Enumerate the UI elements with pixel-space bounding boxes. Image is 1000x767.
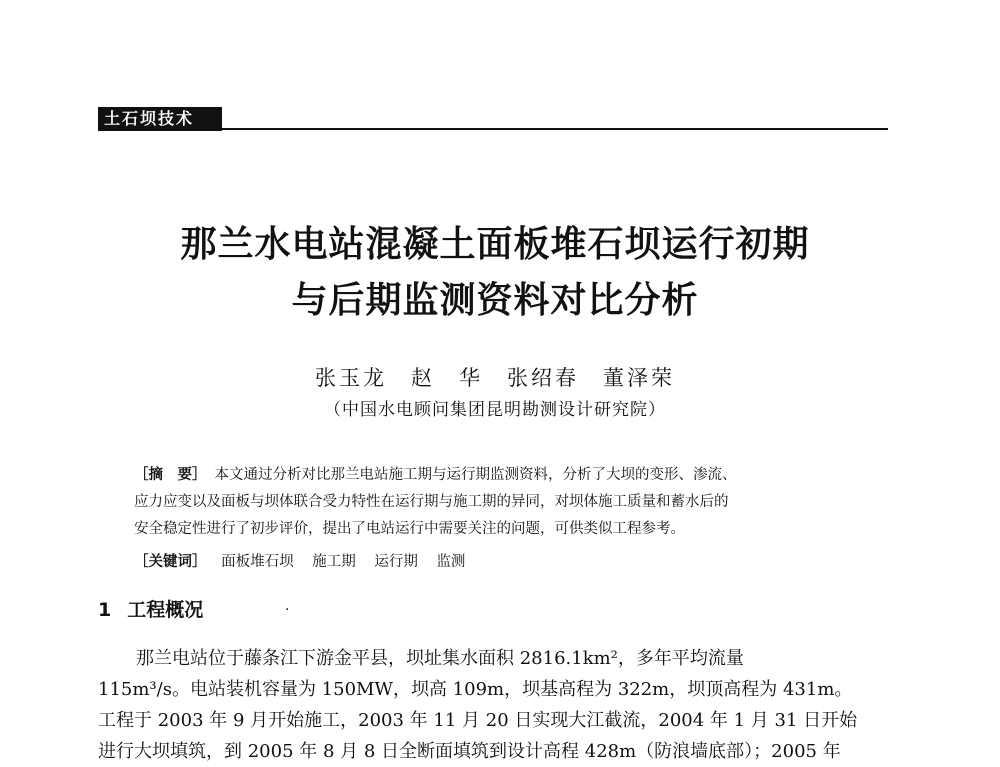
header-rule [222, 128, 888, 130]
body-line-1: 那兰电站位于藤条江下游金平县，坝址集水面积 2816.1km²，多年平均流量 [136, 648, 744, 669]
running-header [98, 107, 888, 131]
body-line-4: 进行大坝填筑，到 2005 年 8 月 8 日全断面填筑到设计高程 428m（防浪墙底部）；2005 年 [98, 741, 841, 762]
section-title: 工程概况 [127, 599, 204, 621]
abstract-line-2: 应力应变以及面板与坝体联合受力特性在运行期与施工期的异同，对坝体施工质量和蓄水后的 [134, 494, 729, 510]
affiliation: （中国水电顾问集团昆明勘测设计研究院） [324, 400, 666, 420]
body-line-2: 115m³/s。电站装机容量为 150MW，坝高 109m，坝基高程为 322m，坝顶高程为 431m。 [98, 679, 853, 700]
keywords-label: ［关键词］ [134, 554, 207, 570]
abstract-line-3: 安全稳定性进行了初步评价，提出了电站运行中需要关注的问题，可供类似工程参考。 [134, 521, 685, 537]
keyword: 施工期 [312, 554, 356, 570]
abstract-text-1: 本文通过分析对比那兰电站施工期与运行期监测资料，分析了大坝的变形、渗流、 [214, 467, 737, 483]
section-number: 1 [98, 599, 112, 621]
keywords [134, 549, 479, 576]
stray-mark: · [285, 602, 290, 618]
abstract [134, 462, 864, 543]
section-heading [98, 596, 203, 624]
abstract-line-1 [134, 462, 864, 489]
abstract-label: ［摘 要］ [134, 467, 207, 483]
authors: 张玉龙 赵 华 张绍春 董泽荣 [315, 366, 675, 390]
keyword: 运行期 [374, 554, 418, 570]
keyword: 监测 [436, 554, 466, 570]
body-line-3: 工程于 2003 年 9 月开始施工，2003 年 11 月 20 日实现大江截流，2004 年 1 月 31 日开始 [98, 710, 858, 731]
paper-title-line-1: 那兰水电站混凝土面板堆石坝运行初期 [180, 223, 810, 265]
paper-title-line-2: 与后期监测资料对比分析 [291, 279, 699, 321]
keyword: 面板堆石坝 [221, 554, 294, 570]
section-tag: 土石坝技术 [98, 107, 222, 131]
body-paragraph [98, 643, 888, 767]
